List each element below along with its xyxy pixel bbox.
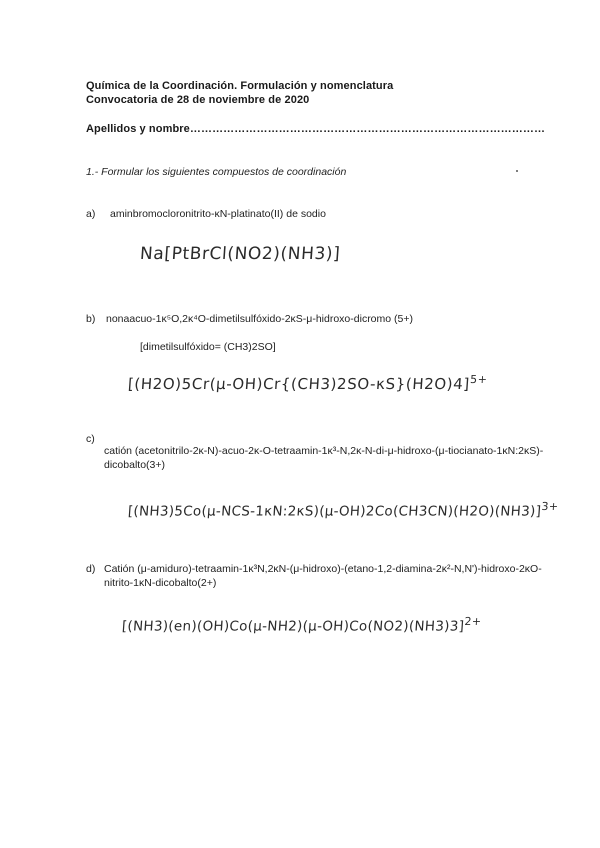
item-c-text: catión (acetonitrilo-2κ-N)-acuo-2κ-O-tetraamin-1κ³-N,2κ-N-di-μ-hidroxo-(μ-tiocianato-1κN:2κS)-dicobalto(3+) (104, 445, 544, 471)
item-c-label: c) (86, 433, 95, 445)
question-title: 1.- Formular los siguientes compuestos de coordinación (86, 166, 347, 178)
item-d-label: d) (86, 563, 96, 575)
item-a-answer: Na[PtBrCl(NO2)(NH3)] (139, 244, 342, 264)
scan-speck (516, 170, 518, 172)
name-field: Apellidos y nombre…………………………………………………………………………………… (86, 123, 546, 135)
item-d-charge: 2+ (464, 615, 482, 628)
item-b-note: [dimetilsulfóxido= (CH3)2SO] (140, 341, 276, 353)
item-b-charge: 5+ (469, 373, 488, 386)
item-c-answer-line (127, 500, 558, 520)
item-a-label: a) (86, 208, 96, 220)
item-d-text: Catión (μ-amiduro)-tetraamin-1κ³N,2κN-(μ-hidroxo)-(etano-1,2-diamina-2κ²-N,N')-hidroxo-2κO-nitrito-1κN-dicobalto(2+) (104, 563, 542, 589)
item-d-answer-line (121, 615, 482, 635)
document-title: Química de la Coordinación. Formulación y nomenclatura (86, 80, 394, 92)
item-b-text: nonaacuo-1κ⁵O,2κ⁴O-dimetilsulfóxido-2κS-μ-hidroxo-dicromo (5+) (106, 313, 413, 325)
exam-session: Convocatoria de 28 de noviembre de 2020 (86, 94, 310, 106)
item-d-answer: [(NH3)(en)(OH)Co(μ-NH2)(μ-OH)Co(NO2)(NH3)3] (121, 618, 465, 635)
item-b-label: b) (86, 313, 96, 325)
item-a-text: aminbromocloronitrito-κN-platinato(II) de sodio (110, 208, 326, 220)
item-c-charge: 3+ (541, 500, 559, 513)
item-c-answer: [(NH3)5Co(μ-NCS-1κN:2κS)(μ-OH)2Co(CH3CN)(H2O)(NH3)] (127, 503, 542, 520)
item-b-answer: [(H2O)5Cr(μ-OH)Cr{(CH3)2SO-κS}(H2O)4] (127, 375, 471, 393)
item-b-answer-line (127, 373, 488, 393)
